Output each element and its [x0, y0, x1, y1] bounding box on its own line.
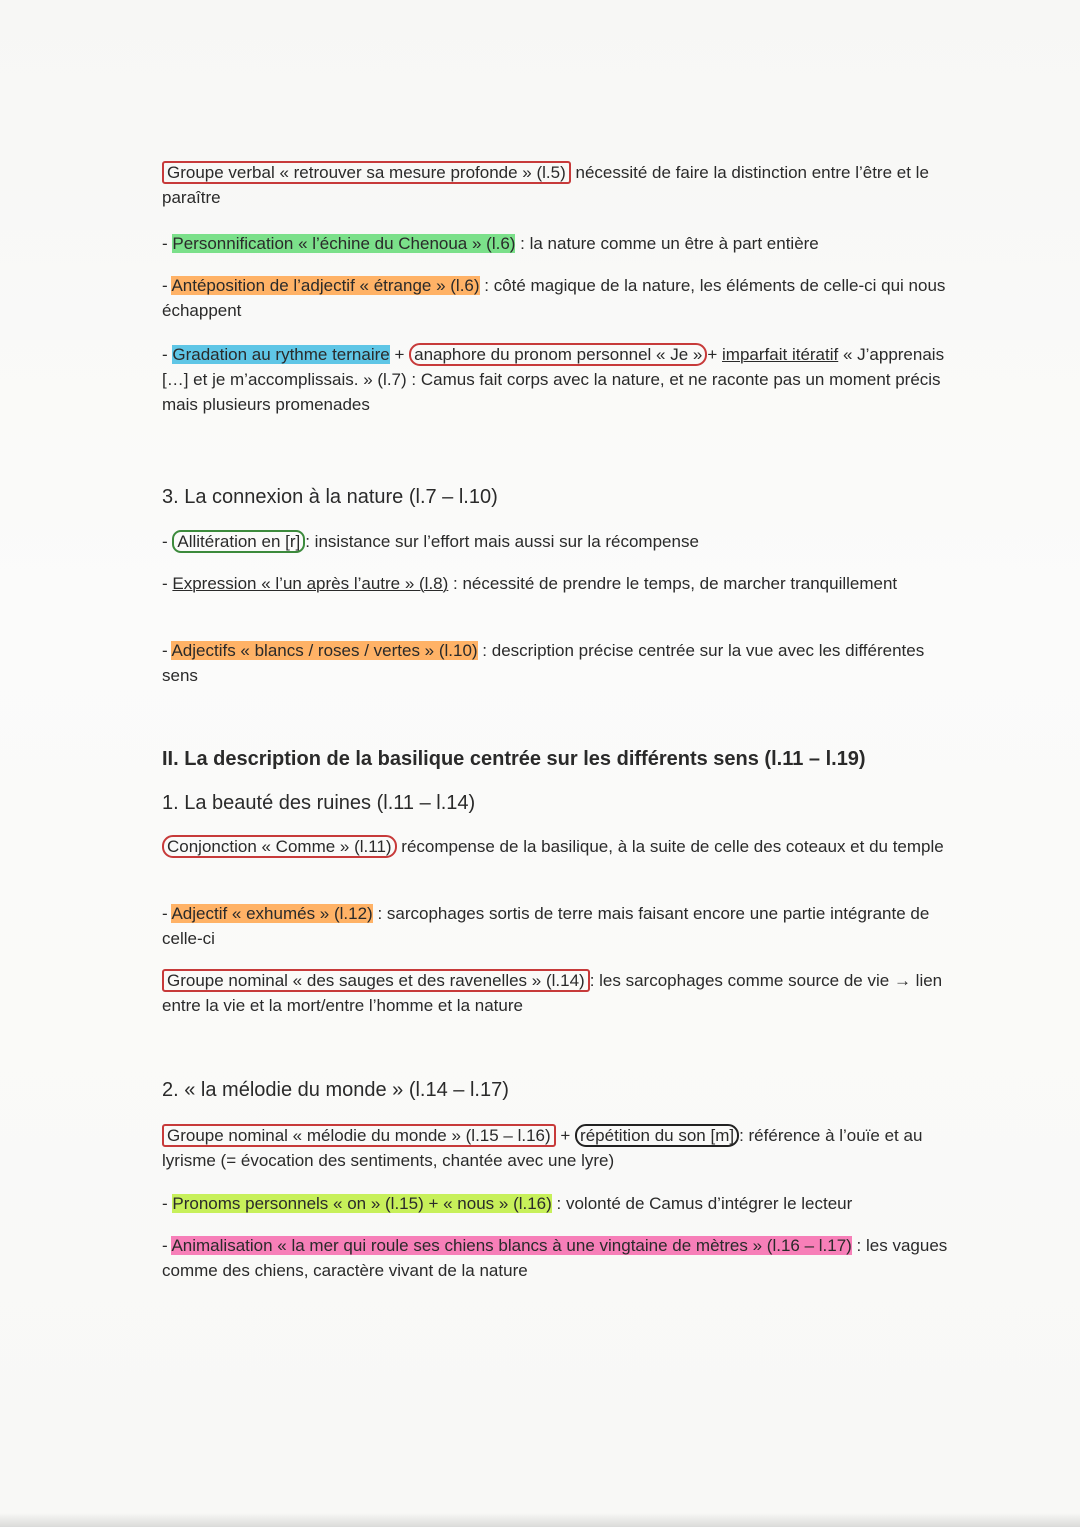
boxed-term: Groupe nominal « des sauges et des ravenelles » (l.14) — [162, 969, 590, 992]
note-groupe-nominal-sauges — [162, 968, 952, 1018]
bullet-dash: - — [162, 904, 172, 923]
plus-sign: + — [707, 345, 723, 364]
bullet-dash: - — [162, 1236, 172, 1255]
note-anteposition — [162, 273, 952, 323]
note-text: nécessité de faire la distinction entre l’être et le paraître — [162, 163, 929, 207]
page-bottom-edge — [0, 1513, 1080, 1527]
note-expression — [162, 571, 952, 596]
highlighted-term: Pronoms personnels « on » (l.15) + « nous » (l.16) — [172, 1194, 552, 1213]
subsection-1-title: 1. La beauté des ruines (l.11 – l.14) — [162, 792, 476, 814]
note-groupe-nominal-melodie — [162, 1123, 952, 1173]
note-pronoms — [162, 1191, 952, 1216]
underlined-term: Expression « l’un après l’autre » (l.8) — [172, 574, 449, 593]
highlighted-term: Adjectif « exhumés » (l.12) — [171, 904, 373, 923]
highlighted-term: Antéposition de l’adjectif « étrange » (l.6) — [171, 276, 480, 295]
bullet-dash: - — [162, 345, 173, 364]
note-gradation — [162, 342, 952, 417]
circled-term: répétition du son [m] — [575, 1124, 739, 1147]
bullet-dash: - — [162, 1194, 173, 1213]
highlighted-term: Animalisation « la mer qui roule ses chiens blancs à une vingtaine de mètres » (l.16 – l.17) — [171, 1236, 852, 1255]
bullet-dash: - — [162, 276, 172, 295]
note-text: : sarcophages sortis de terre mais faisant encore une partie intégrante de celle-ci — [162, 904, 930, 948]
note-adjectif-exhumes — [162, 901, 952, 951]
plus-sign: + — [389, 345, 410, 364]
subsection-2-title: 2. « la mélodie du monde » (l.14 – l.17) — [162, 1079, 509, 1101]
note-alliteration — [162, 529, 952, 554]
note-text: : les sarcophages comme source de vie → lien entre la vie et la mort/entre l’homme et la nature — [162, 971, 943, 1015]
note-text: : volonté de Camus d’intégrer le lecteur — [551, 1194, 853, 1213]
note-text: : les vagues comme des chiens, caractère vivant de la nature — [162, 1236, 948, 1280]
bullet-dash: - — [162, 532, 173, 551]
note-personnification — [162, 231, 952, 256]
note-text: récompense de la basilique, à la suite de celle des coteaux et du temple — [396, 837, 944, 856]
circled-term: Conjonction « Comme » (l.11) — [162, 835, 397, 858]
note-adjectifs — [162, 638, 952, 688]
note-text: : la nature comme un être à part entière — [515, 234, 819, 253]
note-text: : référence à l’ouïe et au lyrisme (= évocation des sentiments, chantée avec une lyre) — [162, 1126, 923, 1170]
quote-text: « J’apprenais […] et je m’accomplissais. » (l.7) — [162, 345, 945, 389]
bullet-dash: - — [162, 234, 173, 253]
bullet-dash: - — [162, 574, 173, 593]
boxed-term: Groupe nominal « mélodie du monde » (l.15 – l.16) — [162, 1124, 556, 1147]
plus-sign: + — [555, 1126, 576, 1145]
note-text: : Camus fait corps avec la nature, et ne raconte pas un moment précis mais plusieurs promenades — [162, 370, 941, 414]
note-conjonction — [162, 834, 952, 859]
bullet-dash: - — [162, 641, 172, 660]
section-3-title: 3. La connexion à la nature (l.7 – l.10) — [162, 486, 498, 508]
highlighted-term: Gradation au rythme ternaire — [172, 345, 390, 364]
underlined-term: imparfait itératif — [722, 345, 839, 364]
circled-term: anaphore du pronom personnel « Je » — [409, 343, 707, 366]
highlighted-term: Personnification « l’échine du Chenoua » (l.6) — [172, 234, 516, 253]
note-text: : description précise centrée sur la vue avec les différentes sens — [162, 641, 925, 685]
note-text: : insistance sur l’effort mais aussi sur la récompense — [305, 532, 699, 551]
boxed-term: Groupe verbal « retrouver sa mesure profonde » (l.5) — [162, 161, 571, 184]
note-text: : côté magique de la nature, les éléments de celle-ci qui nous échappent — [162, 276, 946, 320]
circled-term: Allitération en [r] — [172, 530, 305, 553]
note-animalisation — [162, 1233, 952, 1283]
highlighted-term: Adjectifs « blancs / roses / vertes » (l.10) — [171, 641, 478, 660]
note-text: : nécessité de prendre le temps, de marcher tranquillement — [448, 574, 898, 593]
part-2-title: II. La description de la basilique centrée sur les différents sens (l.11 – l.19) — [162, 748, 866, 770]
note-groupe-verbal — [162, 160, 952, 210]
